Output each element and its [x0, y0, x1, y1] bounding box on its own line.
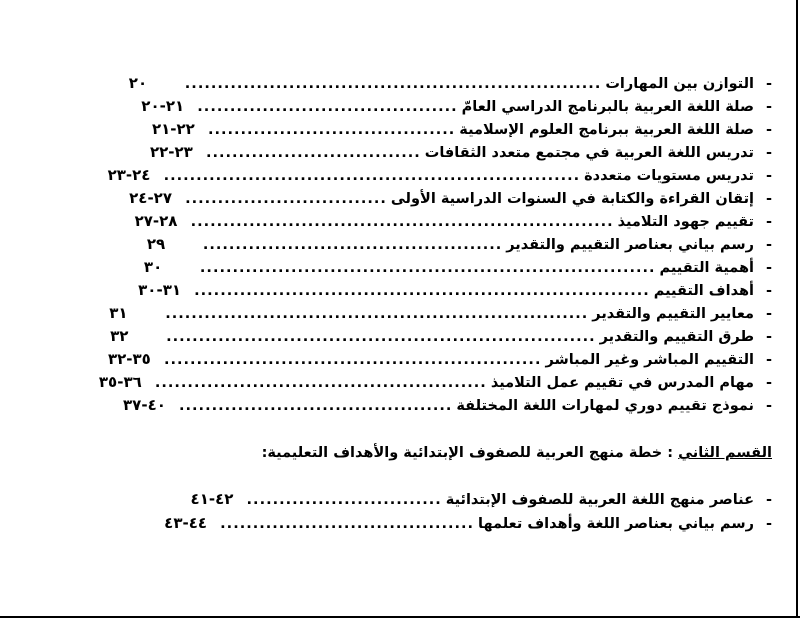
leader-dots: ..................................................................: [166, 329, 596, 345]
toc-entry: [109, 302, 772, 325]
page-number: ٢٧-٢٤: [129, 189, 172, 207]
toc-entry: [134, 210, 772, 233]
toc-entry: [143, 256, 772, 279]
entry-title: التوازن بين المهارات: [605, 76, 754, 92]
page-number: ٤٤-٤٣: [164, 514, 208, 532]
leader-dots: ..............................: [246, 492, 442, 508]
page-number: ٢١-٢٠: [141, 97, 185, 115]
toc-entry: [149, 141, 772, 164]
page-number: ٢٠: [128, 74, 148, 92]
bullet: -: [765, 191, 772, 207]
leader-dots: .................................................................: [190, 214, 614, 230]
bullet: -: [765, 283, 772, 299]
entry-title: تقييم جهود التلاميذ: [617, 214, 754, 230]
leader-dots: ...............................: [185, 191, 387, 207]
bullet: -: [765, 99, 772, 115]
toc-entry: [146, 233, 772, 256]
entry-title: طرق التقييم والتقدير: [599, 329, 754, 345]
bullet: -: [765, 260, 772, 276]
toc-entry: [164, 512, 772, 535]
page-number: ٢٢-٢١: [151, 120, 195, 138]
section-title: : خطة منهج العربية للصفوف الإبتدائية والأهداف التعليمية:: [261, 445, 679, 461]
leader-dots: ......................................................................: [199, 260, 656, 276]
bullet: -: [765, 398, 772, 414]
bullet: -: [765, 214, 772, 230]
page-number: ٣٠: [143, 258, 163, 276]
entry-title: تدريس مستويات متعددة: [584, 168, 754, 184]
bullet: -: [765, 122, 772, 138]
bullet: -: [765, 76, 772, 92]
toc-entry: [128, 72, 772, 95]
toc-entry: [151, 118, 772, 141]
page-number: ٣١-٣٠: [138, 281, 182, 299]
entry-title: صلة اللغة العربية بالبرنامج الدراسي العامّ: [461, 99, 754, 115]
entry-title: نموذج تقييم دوري لمهارات اللغة المختلفة: [456, 398, 754, 414]
leader-dots: ........................................: [197, 99, 458, 115]
bullet: -: [765, 306, 772, 322]
toc-entry: [190, 488, 772, 511]
entry-title: أهداف التقييم: [653, 283, 754, 299]
page-number: ٢٤-٢٣: [107, 166, 151, 184]
toc-entry: [98, 371, 772, 394]
leader-dots: ......................................................................: [194, 283, 650, 299]
leader-dots: ......................................: [207, 122, 456, 138]
bullet: -: [765, 352, 772, 368]
toc-entry: [141, 95, 772, 118]
leader-dots: .................................: [205, 145, 421, 161]
leader-dots: .......................................: [220, 516, 474, 532]
toc-entry: [138, 279, 772, 302]
section-label: القسم الثاني: [678, 445, 772, 461]
entry-title: التقييم المباشر وغير المباشر: [545, 352, 754, 368]
page-number: ٣٢: [110, 327, 129, 345]
leader-dots: ..........................................: [179, 398, 453, 414]
page-number: ٢٩: [146, 235, 166, 253]
page-number: ٢٣-٢٢: [149, 143, 193, 161]
entry-title: أهمية التقييم: [659, 260, 754, 276]
page-number: ٣١: [109, 304, 128, 322]
bullet: -: [765, 516, 772, 532]
entry-title: عناصر منهج اللغة العربية للصفوف الإبتدائية: [445, 492, 754, 508]
entry-title: رسم بياني بعناصر التقييم والتقدير: [506, 237, 754, 253]
entry-title: صلة اللغة العربية ببرنامج العلوم الإسلامية: [459, 122, 754, 138]
page-number: ٣٥-٣٢: [107, 350, 151, 368]
bullet: -: [765, 168, 772, 184]
entry-title: معايير التقييم والتقدير: [592, 306, 754, 322]
bullet: -: [765, 237, 772, 253]
entry-title: تدريس اللغة العربية في مجتمع متعدد الثقافات: [424, 145, 754, 161]
leader-dots: ................................................................: [184, 76, 602, 92]
page-number: ٣٦-٣٥: [98, 373, 142, 391]
leader-dots: ..............................................: [202, 237, 503, 253]
leader-dots: ................................................................: [163, 168, 581, 184]
toc-entry: [123, 394, 772, 417]
toc-entry: [107, 164, 772, 187]
bullet: -: [765, 375, 772, 391]
toc-entry: [107, 348, 772, 371]
entry-title: مهام المدرس في تقييم عمل التلاميذ: [490, 375, 754, 391]
toc-entry: [110, 325, 772, 348]
bullet: -: [765, 492, 772, 508]
leader-dots: .................................................................: [165, 306, 589, 322]
page-number: ٢٨-٢٧: [134, 212, 178, 230]
page-number: ٤٠-٣٧: [123, 396, 166, 414]
section-heading: [262, 441, 772, 465]
bullet: -: [765, 329, 772, 345]
entry-title: إتقان القراءة والكتابة في السنوات الدراسية الأولى: [390, 191, 754, 207]
bullet: -: [765, 145, 772, 161]
toc-entry: [129, 187, 772, 210]
page-number: ٤٢-٤١: [190, 490, 234, 508]
leader-dots: ...................................................: [154, 375, 487, 391]
leader-dots: ..........................................................: [163, 352, 542, 368]
entry-title: رسم بياني بعناصر اللغة وأهداف تعلمها: [478, 516, 754, 532]
